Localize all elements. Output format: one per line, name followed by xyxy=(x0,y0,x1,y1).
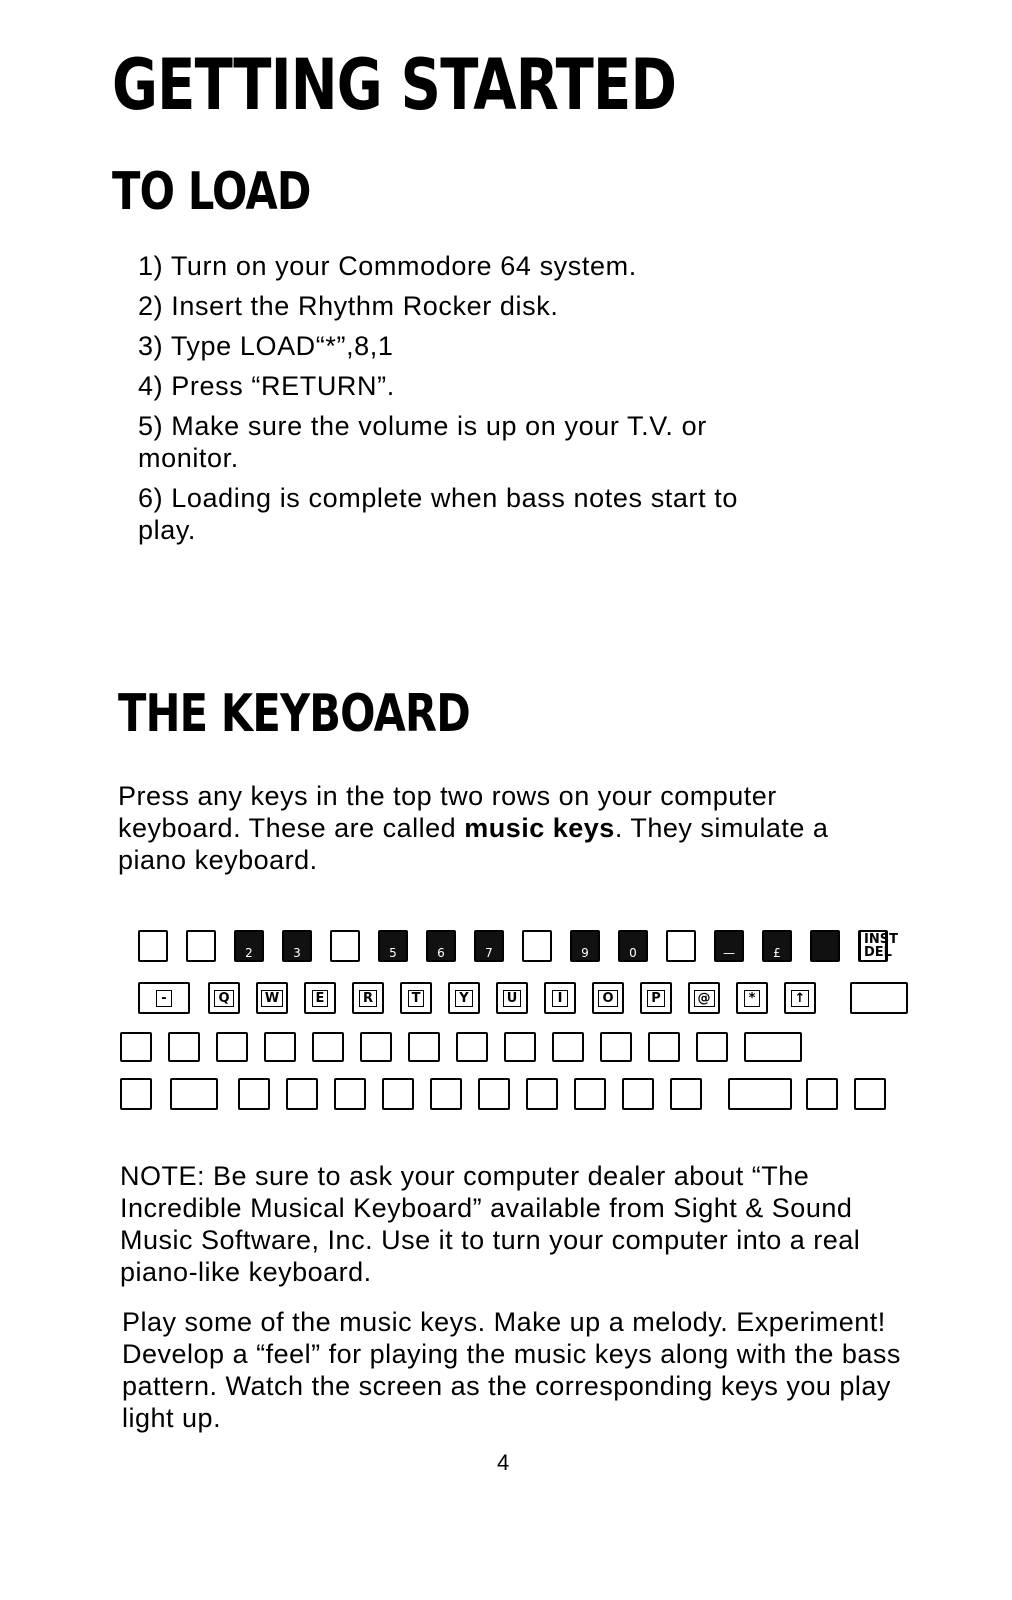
keyboard-key xyxy=(728,1078,792,1110)
keyboard-key xyxy=(592,982,624,1014)
key-label: 3 xyxy=(293,946,301,960)
keyboard-key xyxy=(378,930,408,962)
keyboard-key xyxy=(168,1032,200,1062)
keyboard-key xyxy=(138,982,190,1014)
keyboard-key xyxy=(640,982,672,1014)
key-label: @ xyxy=(694,990,715,1007)
load-steps xyxy=(138,250,838,554)
section-heading-keyboard: THE KEYBOARD xyxy=(118,684,470,744)
keyboard-intro xyxy=(118,780,898,876)
keyboard-key xyxy=(238,1078,270,1110)
keyboard-key xyxy=(304,982,336,1014)
keyboard-key xyxy=(456,1032,488,1062)
keyboard-key xyxy=(286,1078,318,1110)
keyboard-key xyxy=(186,930,216,962)
key-label: 7 xyxy=(485,946,493,960)
key-label: W xyxy=(261,990,283,1007)
load-step: 4) Press “RETURN”. xyxy=(138,371,395,401)
key-label: ↑ xyxy=(791,990,810,1007)
key-label: R xyxy=(359,990,377,1007)
keyboard-key xyxy=(234,930,264,962)
keyboard-key xyxy=(478,1078,510,1110)
keyboard-key xyxy=(170,1078,218,1110)
keyboard-key xyxy=(762,930,792,962)
key-label: Q xyxy=(214,990,233,1007)
intro-text: Press any keys in the top two rows on your computer keyboard. These are called xyxy=(118,781,777,843)
keyboard-key xyxy=(696,1032,728,1062)
keyboard-key xyxy=(430,1078,462,1110)
key-label: 5 xyxy=(389,946,397,960)
keyboard-key xyxy=(570,930,600,962)
keyboard-key xyxy=(648,1032,680,1062)
key-label: - xyxy=(156,990,172,1007)
keyboard-key xyxy=(208,982,240,1014)
load-step: 2) Insert the Rhythm Rocker disk. xyxy=(138,291,559,321)
keyboard-key xyxy=(360,1032,392,1062)
section-heading-load: TO LOAD xyxy=(112,162,311,222)
key-label: 6 xyxy=(437,946,445,960)
key-label: T xyxy=(408,990,425,1007)
page-title: GETTING STARTED xyxy=(112,44,677,126)
keyboard-key xyxy=(810,930,840,962)
keyboard-key xyxy=(670,1078,702,1110)
key-label: U xyxy=(503,990,522,1007)
keyboard-key xyxy=(382,1078,414,1110)
keyboard-key xyxy=(574,1078,606,1110)
keyboard-key xyxy=(352,982,384,1014)
key-label: 9 xyxy=(581,946,589,960)
play-paragraph: Play some of the music keys. Make up a melody. Experiment! Develop a “feel” for playing the music keys along with the bass pattern. Watch the screen as the corresponding keys you play light up. xyxy=(122,1307,901,1433)
keyboard-key xyxy=(522,930,552,962)
load-step: 5) Make sure the volume is up on your T.V. or monitor. xyxy=(138,411,707,473)
keyboard-key xyxy=(264,1032,296,1062)
keyboard-key xyxy=(544,982,576,1014)
keyboard-key xyxy=(256,982,288,1014)
keyboard-key xyxy=(688,982,720,1014)
key-label: P xyxy=(647,990,665,1007)
keyboard-key xyxy=(600,1032,632,1062)
keyboard-key xyxy=(426,930,456,962)
keyboard-key xyxy=(216,1032,248,1062)
load-step: 1) Turn on your Commodore 64 system. xyxy=(138,251,637,281)
keyboard-key xyxy=(618,930,648,962)
keyboard-key xyxy=(858,930,898,962)
keyboard-key xyxy=(120,1078,152,1110)
key-label: Y xyxy=(455,990,472,1007)
keyboard-key xyxy=(334,1078,366,1110)
key-label: 2 xyxy=(245,946,253,960)
keyboard-key xyxy=(850,982,908,1014)
intro-text-end: . They simulate a piano keyboard. xyxy=(118,813,829,875)
key-label: 0 xyxy=(629,946,637,960)
keyboard-key xyxy=(496,982,528,1014)
keyboard-key xyxy=(806,1078,838,1110)
keyboard-key xyxy=(120,1032,152,1062)
keyboard-key xyxy=(714,930,744,962)
keyboard-key xyxy=(312,1032,344,1062)
keyboard-key xyxy=(408,1032,440,1062)
key-label: £ xyxy=(773,946,781,960)
keyboard-key xyxy=(282,930,312,962)
keyboard-key xyxy=(526,1078,558,1110)
key-label: I xyxy=(552,990,568,1007)
keyboard-key xyxy=(552,1032,584,1062)
keyboard-key xyxy=(138,930,168,962)
keyboard-key xyxy=(784,982,816,1014)
keyboard-key xyxy=(666,930,696,962)
keyboard-diagram xyxy=(116,920,916,1120)
note-paragraph: NOTE: Be sure to ask your computer dealer about “The Incredible Musical Keyboard” available from Sight & Sound Music Software, Inc. Use it to turn your computer into a real piano-like keyboard. xyxy=(120,1161,861,1287)
keyboard-key xyxy=(736,982,768,1014)
keyboard-key xyxy=(474,930,504,962)
keyboard-key xyxy=(622,1078,654,1110)
music-keys-term: music keys xyxy=(464,813,615,843)
keyboard-key xyxy=(854,1078,886,1110)
keyboard-key xyxy=(504,1032,536,1062)
load-step: 6) Loading is complete when bass notes start to play. xyxy=(138,483,739,545)
page-number: 4 xyxy=(497,1450,510,1475)
key-label: — xyxy=(723,946,735,960)
key-label: O xyxy=(598,990,617,1007)
load-step: 3) Type LOAD“*”,8,1 xyxy=(138,331,394,361)
keyboard-key xyxy=(330,930,360,962)
key-label: * xyxy=(744,990,760,1007)
keyboard-key xyxy=(400,982,432,1014)
keyboard-key xyxy=(744,1032,802,1062)
key-label: INST DEL xyxy=(860,931,886,961)
key-label: E xyxy=(312,990,329,1007)
keyboard-key xyxy=(448,982,480,1014)
